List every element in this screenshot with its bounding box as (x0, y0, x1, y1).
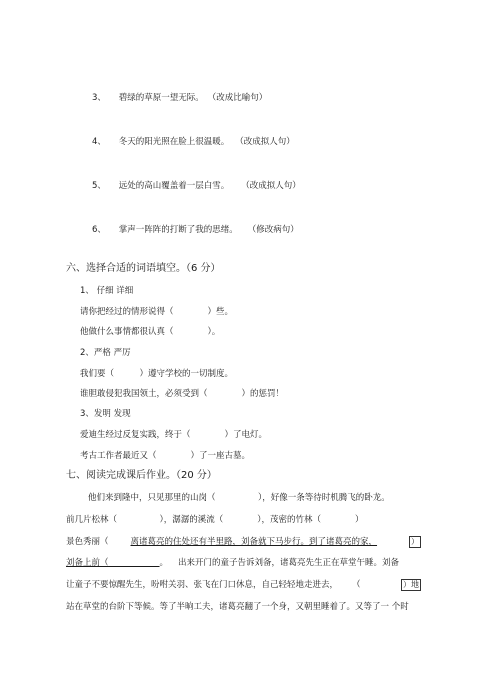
group3-sentence-2: 考古工作者最近又（ ）了一座古墓。 (80, 451, 251, 461)
item-5 (92, 180, 301, 192)
item-4 (92, 136, 295, 148)
passage-line-6: 站在草堂的台阶下等候。等了半晌工夫，诸葛亮翻了一个身，又朝里睡着了。又等了一 个时 (66, 602, 409, 612)
underlined-text: 刘备上前（ (66, 558, 109, 568)
item-text: 远处的高山覆盖着一层白雪。 (118, 181, 230, 191)
item-number: 4、 (92, 137, 106, 147)
section6-title: 六、选择合适的词语填空。（6 分） (66, 263, 221, 274)
item-instruction: （改成拟人句） (241, 181, 301, 191)
item-instruction: （改成比喻句） (207, 93, 268, 103)
passage-line-4 (66, 557, 399, 569)
passage-text: 。 (159, 558, 169, 568)
passage-text: 景色秀丽（ (66, 537, 109, 547)
blank-underline (109, 558, 160, 568)
passage-line-1: 他们来到隆中，只见那里的山岗（ ），好像一条等待时机腾飞的卧龙。 (88, 493, 390, 503)
item-number: 6、 (92, 225, 106, 235)
group2-sentence-2: 谁胆敢侵犯我国领土，必须受到（ ）的惩罚！ (80, 389, 285, 399)
group3-sentence-1: 爱迪生经过反复实践，终于（ ）了电灯。 (80, 430, 268, 440)
item-number: 3、 (92, 93, 106, 103)
item-number: 5、 (92, 181, 106, 191)
group2-sentence-1: 我们要（ ）遵守学校的一切制度。 (80, 369, 234, 379)
answer-box: ）地 (403, 580, 419, 589)
group1-head: 1、 仔细 详细 (80, 286, 134, 296)
item-6 (92, 224, 299, 236)
item-3 (92, 92, 267, 104)
group1-sentence-2: 他做什么事情都很认真（ ）。 (80, 327, 221, 337)
section7-title: 七、阅读完成课后作业。（20 分） (66, 470, 217, 481)
passage-text: 让童子不要惊醒先生，吩咐关羽、张飞在门口休息，自己轻轻地走进去， (66, 580, 339, 590)
underlined-text: 离诸葛亮的住处还有半里路，刘备就下马步行。到了诸葛亮的家， (130, 537, 378, 547)
passage-line-3 (66, 536, 377, 548)
group1-sentence-1: 请你把经过的情形说得（ ）些。 (80, 307, 234, 317)
group3-head: 3、发明 发现 (80, 409, 131, 419)
passage-line-2: 前几片松林（ ），潺潺的溪流（ ），茂密的竹林（ ） (66, 515, 364, 525)
item-instruction: （改成拟人句） (235, 137, 295, 147)
item-text: 掌声一阵阵的打断了我的思绪。 (118, 225, 238, 235)
item-instruction: （修改病句） (247, 225, 299, 235)
passage-text: 出来开门的童子告诉刘备，诸葛亮先生正在草堂午睡。刘备 (178, 558, 400, 568)
passage-text: （ (352, 580, 361, 590)
group2-head: 2、严格 严厉 (80, 348, 131, 358)
item-text: 碧绿的草原一望无际。 (118, 93, 204, 103)
item-text: 冬天的阳光照在脸上很温暖。 (118, 137, 230, 147)
passage-line-5 (66, 579, 361, 591)
answer-box: ） (411, 537, 419, 546)
